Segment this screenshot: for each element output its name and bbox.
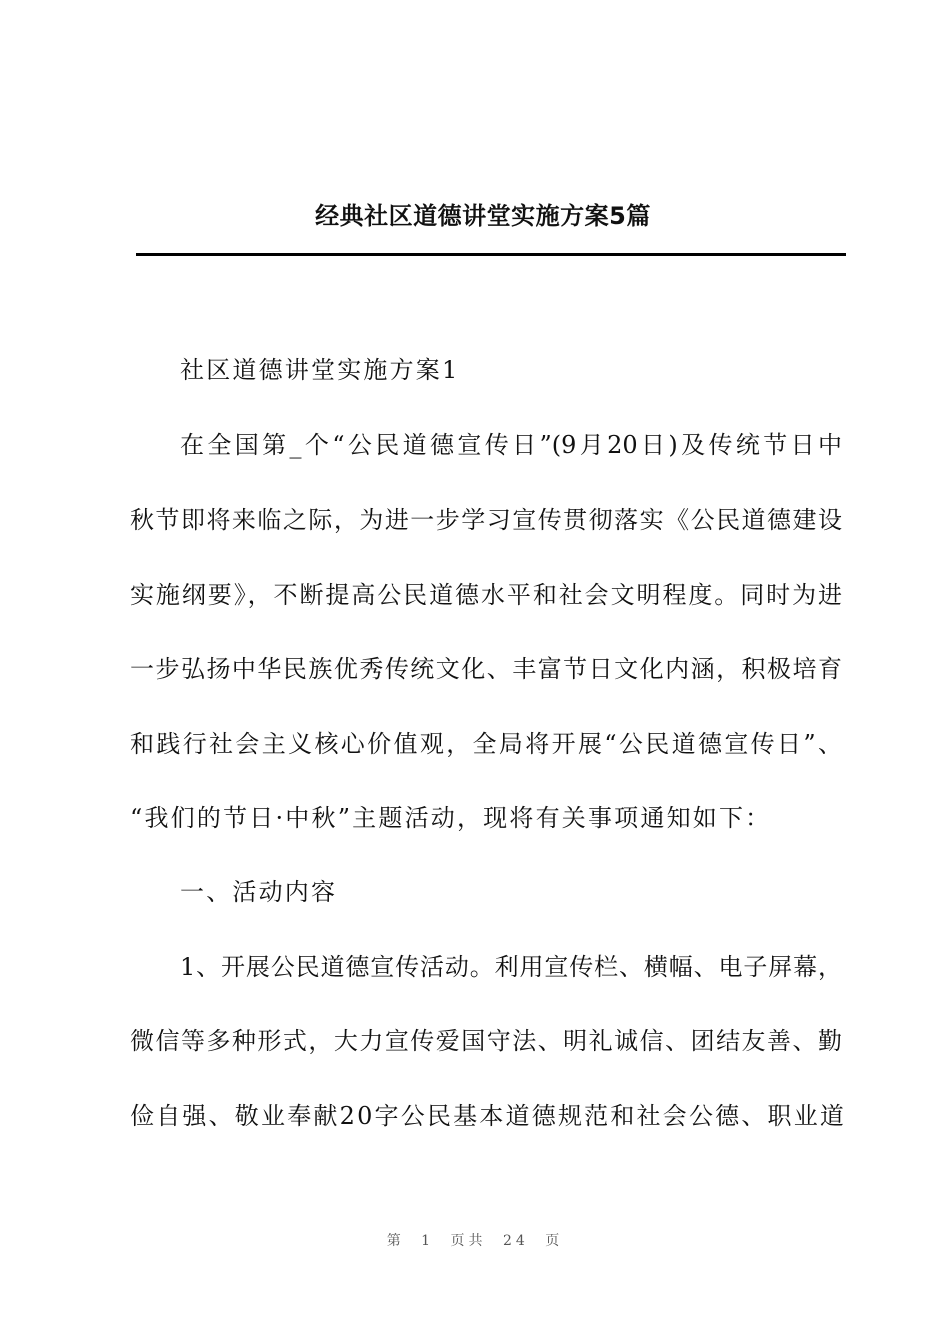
paragraph-line: 和践行社会主义核心价值观，全局将开展“公民道德宣传日”、 [130,730,842,758]
title-underline [136,253,846,256]
subheading: 一、活动内容 [180,878,338,906]
paragraph-line: “我们的节日·中秋”主题活动，现将有关事项通知如下： [130,804,772,832]
paragraph-line: 一步弘扬中华民族优秀传统文化、丰富节日文化内涵，积极培育 [130,655,842,683]
paragraph-line: 1、开展公民道德宣传活动。利用宣传栏、横幅、电子屏幕， [180,953,842,981]
page-title: 经典社区道德讲堂实施方案5篇 [315,202,651,230]
page-number-footer: 第 1 页共 24 页 [386,1233,564,1249]
paragraph-line: 俭自强、敬业奉献20字公民基本道德规范和社会公德、职业道 [130,1102,847,1130]
paragraph-line: 微信等多种形式，大力宣传爱国守法、明礼诚信、团结友善、勤 [130,1027,842,1055]
paragraph-line: 秋节即将来临之际，为进一步学习宣传贯彻落实《公民道德建设 [130,506,842,534]
section-heading: 社区道德讲堂实施方案1 [180,356,460,384]
paragraph-line: 实施纲要》，不断提高公民道德水平和社会文明程度。同时为进 [130,581,842,609]
paragraph-line: 在全国第_个“公民道德宣传日”(9月20日)及传统节日中 [180,431,842,459]
